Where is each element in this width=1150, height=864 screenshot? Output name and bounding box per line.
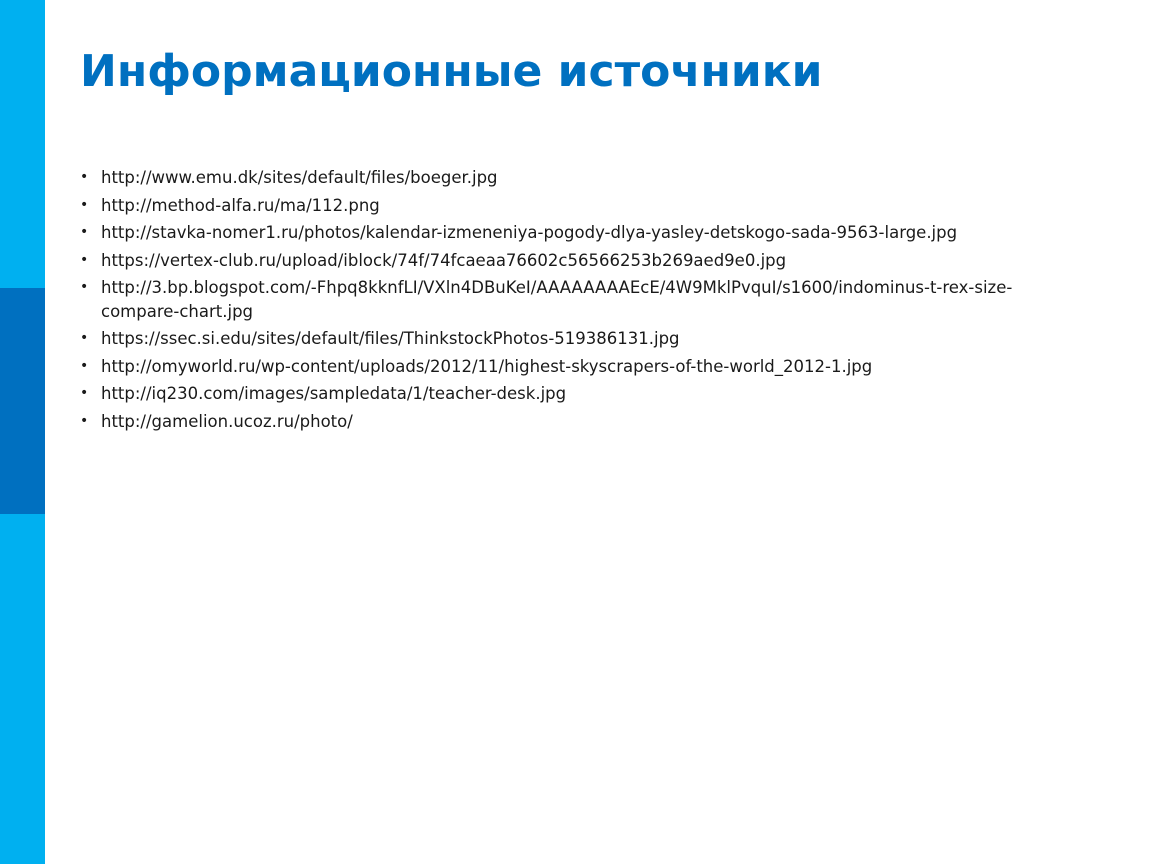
left-sidebar-accent [0, 288, 45, 514]
bullet-icon: • [80, 224, 89, 240]
source-url: http://gamelion.ucoz.ru/photo/ [101, 411, 353, 431]
source-url: http://iq230.com/images/sampledata/1/teacher-desk.jpg [101, 384, 567, 403]
bullet-icon: • [80, 196, 89, 213]
source-item [80, 410, 1060, 434]
bullet-icon: • [80, 169, 89, 185]
source-item [80, 355, 1060, 379]
bullet-icon: • [80, 279, 89, 295]
source-item [80, 382, 1060, 406]
source-item [80, 221, 1060, 245]
source-item [80, 194, 1060, 218]
source-url: http://omyworld.ru/wp-content/uploads/2012/11/highest-skyscrapers-of-the-world_2012-1.jpg [101, 356, 873, 376]
source-url: http://www.emu.dk/sites/default/files/boeger.jpg [101, 168, 498, 187]
sources-list [80, 166, 1060, 437]
source-item [80, 327, 1060, 351]
bullet-icon: • [80, 357, 89, 374]
source-url: https://ssec.si.edu/sites/default/files/ThinkstockPhotos-519386131.jpg [101, 329, 680, 348]
bullet-icon: • [80, 330, 89, 346]
bullet-icon: • [80, 385, 89, 401]
source-item [80, 249, 1060, 273]
source-item [80, 276, 1060, 323]
bullet-icon: • [80, 251, 89, 268]
source-item [80, 166, 1060, 190]
source-url: https://vertex-club.ru/upload/iblock/74f/74fcaeaa76602c56566253b269aed9e0.jpg [101, 250, 787, 270]
source-url: http://3.bp.blogspot.com/-Fhpq8kknfLI/VXln4DBuKeI/AAAAAAAAEcE/4W9MklPvquI/s1600/indominus-t-rex-size-compare-chart.jpg [101, 278, 1013, 321]
slide-title: Информационные источники [80, 46, 823, 97]
source-url: http://stavka-nomer1.ru/photos/kalendar-izmeneniya-pogody-dlya-yasley-detskogo-sada-9563-large.jpg [101, 223, 958, 242]
source-url: http://method-alfa.ru/ma/112.png [101, 195, 380, 215]
bullet-icon: • [80, 412, 89, 429]
